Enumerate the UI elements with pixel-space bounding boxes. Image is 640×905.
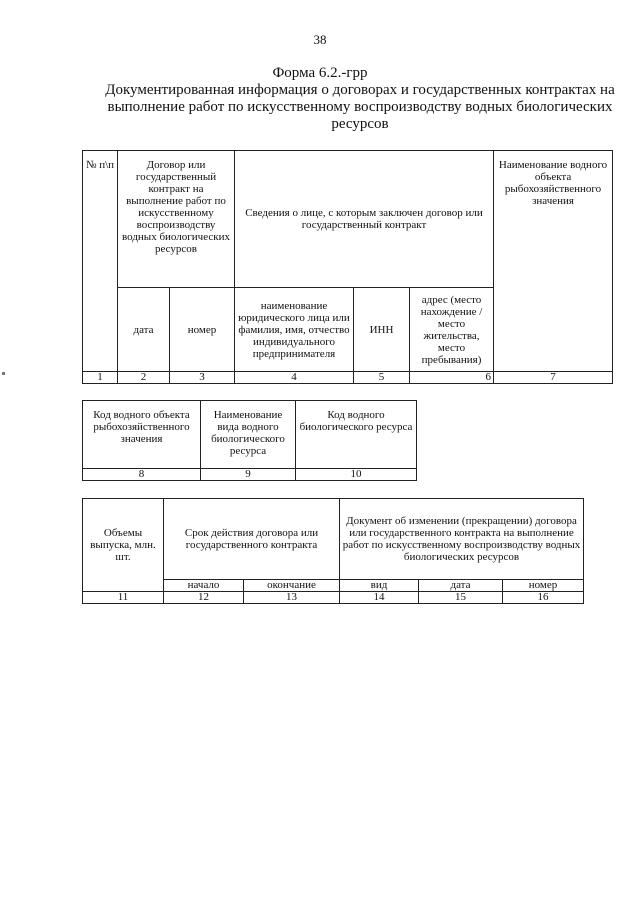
column-number: 2 — [118, 372, 170, 384]
header-contract: Договор или государственный контракт на выполнение работ по искусственному воспроизводству водных биологических ресурсов — [118, 151, 235, 288]
header-person-name: наименование юридического лица или фамилия, имя, отчество индивидуального предпринимателя — [235, 288, 354, 372]
scan-artifact — [2, 372, 5, 375]
header-person-info: Сведения о лице, с которым заключен договор или государственный контракт — [235, 151, 494, 288]
column-number: 8 — [83, 469, 201, 481]
header-change-document: Документ об изменении (прекращении) договора или государственного контракта на выполнение работ по искусственному воспроизводству водных биологических ресурсов — [340, 499, 584, 580]
header-term-start: начало — [164, 580, 244, 592]
header-contract-number: номер — [170, 288, 235, 372]
column-number: 3 — [170, 372, 235, 384]
header-document-kind: вид — [340, 580, 419, 592]
header-term-end: окончание — [244, 580, 340, 592]
header-water-object-code: Код водного объекта рыбохозяйственного значения — [83, 401, 201, 469]
header-document-number: номер — [503, 580, 584, 592]
header-address: адрес (место нахождение / место жительства, место пребывания) — [410, 288, 494, 372]
page-number: 38 — [313, 32, 327, 47]
header-document-date: дата — [419, 580, 503, 592]
header-water-object: Наименование водного объекта рыбохозяйственного значения — [494, 151, 613, 372]
species-codes-table — [82, 400, 417, 481]
column-number: 16 — [503, 592, 584, 604]
form-heading: Документированная информация о договорах и государственных контрактах на выполнение работ по искусственному воспроизводству водных биологических ресурсов — [105, 82, 615, 132]
column-number: 15 — [419, 592, 503, 604]
contracts-table — [82, 150, 613, 384]
column-number: 13 — [244, 592, 340, 604]
column-number: 1 — [83, 372, 118, 384]
column-number: 5 — [354, 372, 410, 384]
column-number: 4 — [235, 372, 354, 384]
release-volumes-table — [82, 498, 584, 604]
column-number: 9 — [201, 469, 296, 481]
column-number: 11 — [83, 592, 164, 604]
column-number: 14 — [340, 592, 419, 604]
column-number: 12 — [164, 592, 244, 604]
header-species-code: Код водного биологического ресурса — [296, 401, 417, 469]
header-contract-term: Срок действия договора или государственного контракта — [164, 499, 340, 580]
column-number: 7 — [494, 372, 613, 384]
column-number: 10 — [296, 469, 417, 481]
form-title: Форма 6.2.-грр — [272, 65, 368, 81]
header-species-name: Наименование вида водного биологического ресурса — [201, 401, 296, 469]
header-release-volumes: Объемы выпуска, млн. шт. — [83, 499, 164, 592]
header-contract-date: дата — [118, 288, 170, 372]
header-row-number: № п\п — [83, 151, 118, 372]
column-number: 6 — [410, 372, 494, 384]
header-inn: ИНН — [354, 288, 410, 372]
